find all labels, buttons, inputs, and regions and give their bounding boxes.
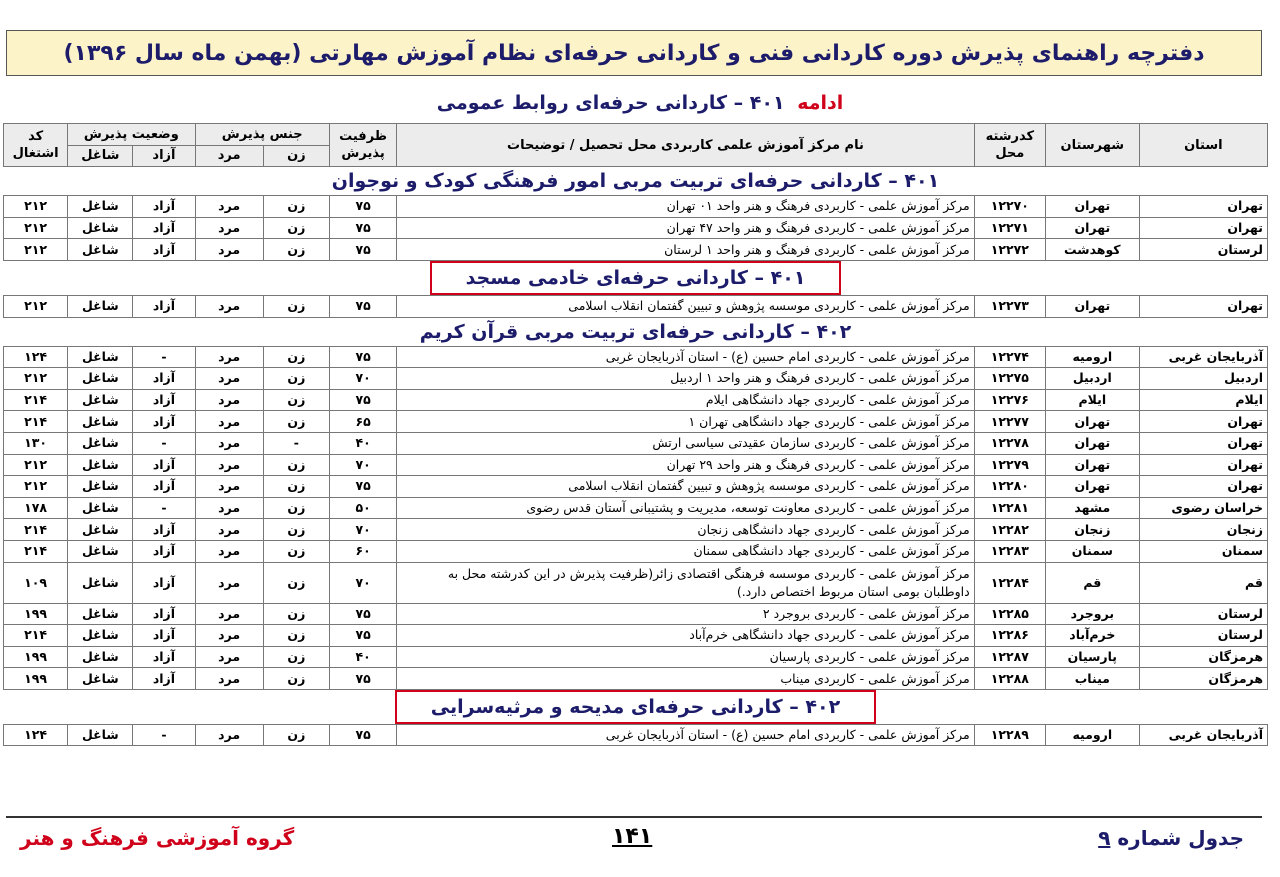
cell-job-code: ۲۱۲ [4, 454, 68, 476]
cell-province: سمنان [1139, 540, 1267, 562]
col-status-group: وضعیت پذیرش [68, 124, 195, 146]
cell-province: اردبیل [1139, 368, 1267, 390]
cell-job-code: ۲۱۲ [4, 295, 68, 317]
cell-center: مرکز آموزش علمی - کاربردی جهاد دانشگاهی خرم‌آباد [397, 625, 975, 647]
cell-code: ۱۲۲۸۷ [974, 646, 1045, 668]
footer-group-name: گروه آموزشی فرهنگ و هنر [20, 826, 295, 850]
footer-divider [6, 816, 1262, 818]
cell-job-code: ۱۹۹ [4, 603, 68, 625]
cell-city: میناب [1045, 668, 1139, 690]
cell-job-code: ۲۱۲ [4, 239, 68, 261]
cell-male: مرد [195, 724, 263, 746]
cell-code: ۱۲۲۸۵ [974, 603, 1045, 625]
cell-city: خرم‌آباد [1045, 625, 1139, 647]
cell-code: ۱۲۲۷۶ [974, 389, 1045, 411]
cell-code: ۱۲۲۸۴ [974, 562, 1045, 603]
table-row [4, 625, 1268, 647]
cell-female: زن [263, 389, 329, 411]
cell-free: آزاد [133, 625, 195, 647]
cell-center: مرکز آموزش علمی - کاربردی فرهنگ و هنر واحد ۱ لرستان [397, 239, 975, 261]
cell-capacity: ۷۵ [329, 724, 396, 746]
cell-center: مرکز آموزش علمی - کاربردی امام حسین (ع) - استان آذربایجان غربی [397, 724, 975, 746]
cell-code: ۱۲۲۷۰ [974, 196, 1045, 218]
table-header-row [4, 124, 1268, 146]
section-title: ۴۰۲ – کاردانی حرفه‌ای مدیحه و مرثیه‌سرایی [395, 690, 876, 724]
cell-center: مرکز آموزش علمی - کاربردی جهاد دانشگاهی سمنان [397, 540, 975, 562]
cell-capacity: ۷۰ [329, 519, 396, 541]
cell-female: زن [263, 625, 329, 647]
cell-code: ۱۲۲۸۸ [974, 668, 1045, 690]
continuation-label: ادامه [797, 92, 844, 114]
section-header-cell [4, 689, 1268, 724]
cell-city: تهران [1045, 432, 1139, 454]
cell-center: مرکز آموزش علمی - کاربردی فرهنگ و هنر واحد ۱ اردبیل [397, 368, 975, 390]
cell-province: لرستان [1139, 603, 1267, 625]
section-title: ۴۰۱ – کاردانی حرفه‌ای تربیت مربی امور فرهنگی کودک و نوجوان [331, 170, 940, 193]
cell-city: تهران [1045, 476, 1139, 498]
subtitle-text: ۴۰۱ – کاردانی حرفه‌ای روابط عمومی [436, 92, 785, 114]
col-city: شهرستان [1045, 124, 1139, 167]
cell-employed: شاغل [68, 625, 133, 647]
cell-female: زن [263, 562, 329, 603]
cell-capacity: ۷۵ [329, 196, 396, 218]
cell-province: آذربایجان غربی [1139, 724, 1267, 746]
col-capacity: ظرفیت پذیرش [329, 124, 396, 167]
cell-city: بروجرد [1045, 603, 1139, 625]
cell-province: هرمزگان [1139, 668, 1267, 690]
cell-code: ۱۲۲۸۰ [974, 476, 1045, 498]
cell-male: مرد [195, 625, 263, 647]
cell-province: تهران [1139, 476, 1267, 498]
cell-male: مرد [195, 217, 263, 239]
cell-female: زن [263, 346, 329, 368]
cell-code: ۱۲۲۸۹ [974, 724, 1045, 746]
cell-city: پارسیان [1045, 646, 1139, 668]
cell-employed: شاغل [68, 346, 133, 368]
cell-employed: شاغل [68, 217, 133, 239]
cell-job-code: ۲۱۲ [4, 476, 68, 498]
cell-female: زن [263, 497, 329, 519]
cell-code: ۱۲۲۷۷ [974, 411, 1045, 433]
cell-code: ۱۲۲۷۲ [974, 239, 1045, 261]
cell-city: قم [1045, 562, 1139, 603]
cell-province: آذربایجان غربی [1139, 346, 1267, 368]
cell-job-code: ۲۱۲ [4, 196, 68, 218]
top-strip [0, 0, 1280, 6]
section-title: ۴۰۲ – کاردانی حرفه‌ای تربیت مربی قرآن کریم [419, 320, 852, 343]
cell-male: مرد [195, 562, 263, 603]
section-header-row [4, 317, 1268, 346]
cell-capacity: ۷۰ [329, 454, 396, 476]
cell-employed: شاغل [68, 368, 133, 390]
col-gender-group: جنس پذیرش [195, 124, 329, 146]
cell-capacity: ۷۵ [329, 476, 396, 498]
cell-male: مرد [195, 389, 263, 411]
cell-center: مرکز آموزش علمی - کاربردی پارسیان [397, 646, 975, 668]
cell-center: مرکز آموزش علمی - کاربردی بروجرد ۲ [397, 603, 975, 625]
table-row [4, 454, 1268, 476]
cell-employed: شاغل [68, 295, 133, 317]
cell-center: مرکز آموزش علمی - کاربردی میناب [397, 668, 975, 690]
cell-free: آزاد [133, 476, 195, 498]
cell-employed: شاغل [68, 603, 133, 625]
cell-code: ۱۲۲۷۴ [974, 346, 1045, 368]
cell-female: زن [263, 519, 329, 541]
cell-female: زن [263, 668, 329, 690]
cell-female: زن [263, 476, 329, 498]
table-row [4, 389, 1268, 411]
cell-employed: شاغل [68, 724, 133, 746]
cell-employed: شاغل [68, 668, 133, 690]
cell-capacity: ۷۵ [329, 668, 396, 690]
document-title-banner [6, 30, 1262, 76]
cell-capacity: ۴۰ [329, 432, 396, 454]
cell-center: مرکز آموزش علمی - کاربردی فرهنگ و هنر واحد ۴۷ تهران [397, 217, 975, 239]
cell-province: تهران [1139, 411, 1267, 433]
cell-province: قم [1139, 562, 1267, 603]
cell-free: - [133, 432, 195, 454]
section-header-cell [4, 167, 1268, 196]
cell-center: مرکز آموزش علمی - کاربردی معاونت توسعه، مدیریت و پشتیبانی آستان قدس رضوی [397, 497, 975, 519]
cell-employed: شاغل [68, 497, 133, 519]
cell-male: مرد [195, 368, 263, 390]
cell-male: مرد [195, 603, 263, 625]
cell-code: ۱۲۲۷۹ [974, 454, 1045, 476]
cell-capacity: ۷۵ [329, 239, 396, 261]
cell-capacity: ۶۵ [329, 411, 396, 433]
cell-female: زن [263, 368, 329, 390]
admissions-table [3, 123, 1268, 746]
cell-male: مرد [195, 196, 263, 218]
section-header-cell [4, 260, 1268, 295]
cell-capacity: ۷۵ [329, 295, 396, 317]
section-header-row [4, 260, 1268, 295]
table-label: جدول شماره [1117, 826, 1244, 850]
cell-capacity: ۵۰ [329, 497, 396, 519]
cell-male: مرد [195, 346, 263, 368]
cell-free: آزاد [133, 562, 195, 603]
section-header-cell [4, 317, 1268, 346]
table-row [4, 668, 1268, 690]
cell-employed: شاغل [68, 476, 133, 498]
cell-female: زن [263, 239, 329, 261]
cell-free: آزاد [133, 454, 195, 476]
cell-female: زن [263, 217, 329, 239]
cell-free: آزاد [133, 196, 195, 218]
cell-city: تهران [1045, 411, 1139, 433]
cell-capacity: ۷۵ [329, 603, 396, 625]
cell-employed: شاغل [68, 540, 133, 562]
table-row [4, 217, 1268, 239]
cell-capacity: ۷۵ [329, 217, 396, 239]
cell-male: مرد [195, 476, 263, 498]
cell-city: تهران [1045, 295, 1139, 317]
cell-male: مرد [195, 646, 263, 668]
cell-code: ۱۲۲۷۱ [974, 217, 1045, 239]
table-row [4, 368, 1268, 390]
table-row [4, 519, 1268, 541]
cell-female: زن [263, 196, 329, 218]
cell-job-code: ۲۱۲ [4, 217, 68, 239]
cell-male: مرد [195, 540, 263, 562]
cell-code: ۱۲۲۸۶ [974, 625, 1045, 647]
cell-job-code: ۱۹۹ [4, 646, 68, 668]
cell-male: مرد [195, 295, 263, 317]
col-province: استان [1139, 124, 1267, 167]
cell-province: هرمزگان [1139, 646, 1267, 668]
cell-male: مرد [195, 411, 263, 433]
cell-code: ۱۲۲۸۲ [974, 519, 1045, 541]
cell-city: مشهد [1045, 497, 1139, 519]
section-header-row [4, 689, 1268, 724]
cell-employed: شاغل [68, 239, 133, 261]
cell-province: لرستان [1139, 239, 1267, 261]
cell-capacity: ۷۰ [329, 368, 396, 390]
col-free: آزاد [133, 145, 195, 167]
cell-job-code: ۱۹۹ [4, 668, 68, 690]
table-row [4, 562, 1268, 603]
cell-female: زن [263, 411, 329, 433]
col-center: نام مرکز آموزش علمی کاربردی محل تحصیل / توضیحات [397, 124, 975, 167]
cell-province: تهران [1139, 295, 1267, 317]
cell-job-code: ۲۱۴ [4, 389, 68, 411]
cell-capacity: ۷۵ [329, 389, 396, 411]
cell-code: ۱۲۲۷۵ [974, 368, 1045, 390]
cell-code: ۱۲۲۷۸ [974, 432, 1045, 454]
cell-employed: شاغل [68, 411, 133, 433]
col-female: زن [263, 145, 329, 167]
cell-city: کوهدشت [1045, 239, 1139, 261]
cell-city: ایلام [1045, 389, 1139, 411]
cell-capacity: ۷۰ [329, 562, 396, 603]
cell-job-code: ۱۲۴ [4, 346, 68, 368]
cell-male: مرد [195, 519, 263, 541]
cell-job-code: ۱۰۹ [4, 562, 68, 603]
cell-center: مرکز آموزش علمی - کاربردی جهاد دانشگاهی زنجان [397, 519, 975, 541]
cell-city: تهران [1045, 454, 1139, 476]
cell-job-code: ۲۱۴ [4, 411, 68, 433]
table-row [4, 646, 1268, 668]
cell-code: ۱۲۲۸۱ [974, 497, 1045, 519]
cell-female: زن [263, 646, 329, 668]
col-job-code: کد اشتغال [4, 124, 68, 167]
cell-female: - [263, 432, 329, 454]
cell-city: اردبیل [1045, 368, 1139, 390]
cell-free: آزاد [133, 217, 195, 239]
cell-female: زن [263, 724, 329, 746]
table-row [4, 239, 1268, 261]
page-number: ۱۴۱ [612, 824, 653, 849]
table-row [4, 411, 1268, 433]
cell-city: تهران [1045, 196, 1139, 218]
page-subtitle [0, 92, 1280, 118]
col-employed: شاغل [68, 145, 133, 167]
cell-province: لرستان [1139, 625, 1267, 647]
cell-center: مرکز آموزش علمی - کاربردی موسسه پژوهش و تبیین گفتمان انقلاب اسلامی [397, 476, 975, 498]
cell-capacity: ۷۵ [329, 625, 396, 647]
cell-free: آزاد [133, 519, 195, 541]
cell-male: مرد [195, 432, 263, 454]
cell-male: مرد [195, 239, 263, 261]
cell-employed: شاغل [68, 196, 133, 218]
cell-capacity: ۷۵ [329, 346, 396, 368]
cell-job-code: ۲۱۴ [4, 519, 68, 541]
cell-free: آزاد [133, 239, 195, 261]
cell-center: مرکز آموزش علمی - کاربردی سازمان عقیدتی سیاسی ارتش [397, 432, 975, 454]
cell-male: مرد [195, 497, 263, 519]
cell-free: - [133, 724, 195, 746]
col-male: مرد [195, 145, 263, 167]
cell-code: ۱۲۲۷۳ [974, 295, 1045, 317]
cell-job-code: ۱۳۰ [4, 432, 68, 454]
cell-job-code: ۱۷۸ [4, 497, 68, 519]
cell-job-code: ۱۲۴ [4, 724, 68, 746]
table-row [4, 497, 1268, 519]
cell-free: آزاد [133, 540, 195, 562]
cell-province: تهران [1139, 196, 1267, 218]
cell-free: آزاد [133, 603, 195, 625]
cell-province: خراسان رضوی [1139, 497, 1267, 519]
cell-center: مرکز آموزش علمی - کاربردی امام حسین (ع) - استان آذربایجان غربی [397, 346, 975, 368]
table-row [4, 346, 1268, 368]
cell-center: مرکز آموزش علمی - کاربردی جهاد دانشگاهی تهران ۱ [397, 411, 975, 433]
cell-male: مرد [195, 668, 263, 690]
cell-employed: شاغل [68, 389, 133, 411]
cell-capacity: ۴۰ [329, 646, 396, 668]
cell-female: زن [263, 540, 329, 562]
cell-province: تهران [1139, 454, 1267, 476]
cell-city: سمنان [1045, 540, 1139, 562]
cell-city: ارومیه [1045, 724, 1139, 746]
section-title: ۴۰۱ – کاردانی حرفه‌ای خادمی مسجد [430, 261, 842, 295]
cell-center: مرکز آموزش علمی - کاربردی موسسه پژوهش و تبیین گفتمان انقلاب اسلامی [397, 295, 975, 317]
cell-province: زنجان [1139, 519, 1267, 541]
footer-table-label [1098, 826, 1244, 850]
cell-employed: شاغل [68, 562, 133, 603]
cell-free: آزاد [133, 668, 195, 690]
col-code: کدرشته محل [974, 124, 1045, 167]
cell-employed: شاغل [68, 519, 133, 541]
table-body [4, 167, 1268, 746]
cell-province: تهران [1139, 432, 1267, 454]
cell-female: زن [263, 295, 329, 317]
cell-free: آزاد [133, 646, 195, 668]
cell-province: ایلام [1139, 389, 1267, 411]
cell-capacity: ۶۰ [329, 540, 396, 562]
table-number: ۹ [1098, 826, 1111, 850]
cell-employed: شاغل [68, 646, 133, 668]
cell-female: زن [263, 603, 329, 625]
table-row [4, 295, 1268, 317]
document-title: دفترچه راهنمای پذیرش دوره کاردانی فنی و کاردانی حرفه‌ای نظام آموزش مهارتی (بهمن ماه سال ۱۳۹۶) [63, 40, 1205, 66]
cell-center: مرکز آموزش علمی - کاربردی موسسه فرهنگی اقتصادی زائر(ظرفیت پذیرش در این کدرشته محل به داوطلبان بومی استان مربوط اختصاص دارد.) [397, 562, 975, 603]
table-row [4, 196, 1268, 218]
cell-code: ۱۲۲۸۳ [974, 540, 1045, 562]
cell-city: زنجان [1045, 519, 1139, 541]
cell-free: - [133, 497, 195, 519]
cell-employed: شاغل [68, 454, 133, 476]
table-row [4, 432, 1268, 454]
cell-job-code: ۲۱۲ [4, 368, 68, 390]
cell-free: آزاد [133, 389, 195, 411]
cell-free: آزاد [133, 411, 195, 433]
cell-job-code: ۲۱۴ [4, 540, 68, 562]
table-row [4, 540, 1268, 562]
cell-center: مرکز آموزش علمی - کاربردی جهاد دانشگاهی ایلام [397, 389, 975, 411]
cell-province: تهران [1139, 217, 1267, 239]
table-row [4, 603, 1268, 625]
cell-free: - [133, 346, 195, 368]
cell-female: زن [263, 454, 329, 476]
cell-job-code: ۲۱۴ [4, 625, 68, 647]
cell-free: آزاد [133, 368, 195, 390]
cell-city: ارومیه [1045, 346, 1139, 368]
cell-male: مرد [195, 454, 263, 476]
cell-center: مرکز آموزش علمی - کاربردی فرهنگ و هنر واحد ۰۱ تهران [397, 196, 975, 218]
cell-employed: شاغل [68, 432, 133, 454]
table-row [4, 724, 1268, 746]
table-row [4, 476, 1268, 498]
section-header-row [4, 167, 1268, 196]
cell-city: تهران [1045, 217, 1139, 239]
cell-free: آزاد [133, 295, 195, 317]
cell-center: مرکز آموزش علمی - کاربردی فرهنگ و هنر واحد ۲۹ تهران [397, 454, 975, 476]
